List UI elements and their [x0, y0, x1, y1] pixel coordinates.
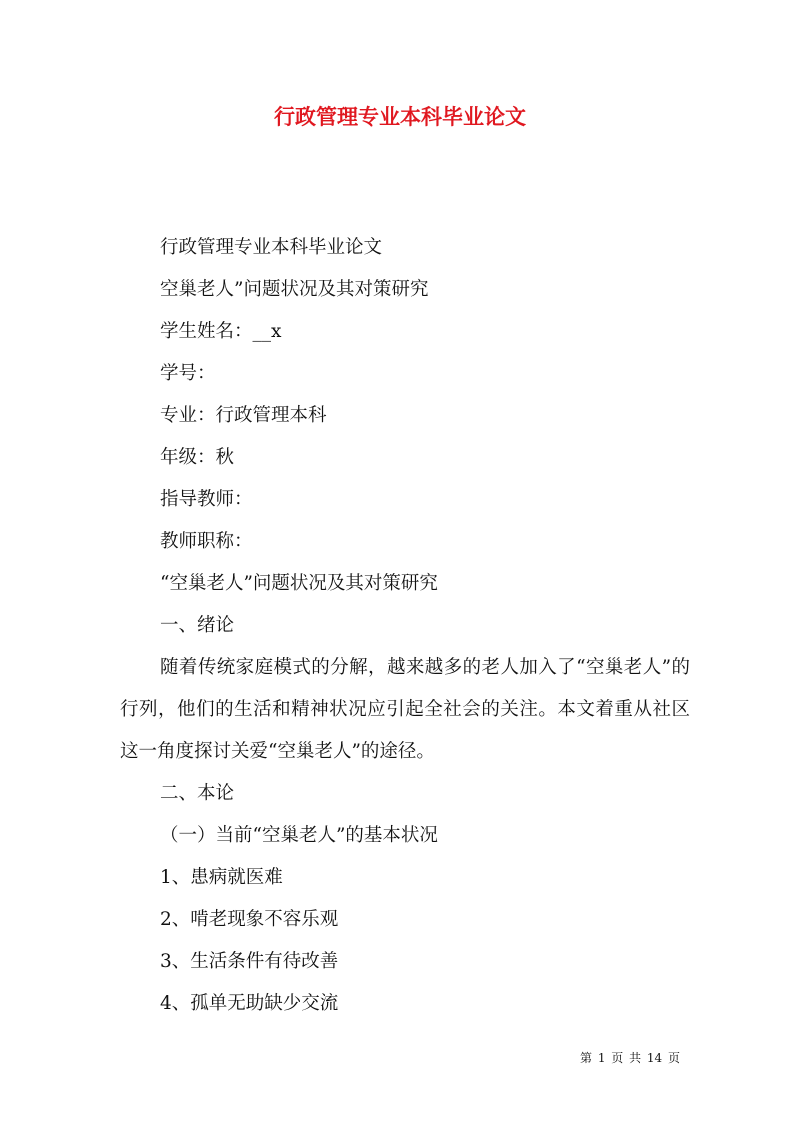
- body-line-major: 专业：行政管理本科: [160, 405, 327, 426]
- body-line-advisor: 指导教师：: [160, 489, 253, 510]
- body-line-paper-heading: “空巢老人”问题状况及其对策研究: [160, 573, 438, 594]
- body-line-topic: 空巢老人”问题状况及其对策研究: [160, 279, 429, 300]
- intro-paragraph: 随着传统家庭模式的分解，越来越多的老人加入了“空巢老人”的行列，他们的生活和精神状况应引起全社会的关注。本文着重从社区这一角度探讨关爱“空巢老人”的途径。: [120, 657, 690, 762]
- body-line-title: 行政管理专业本科毕业论文: [160, 237, 383, 258]
- section-heading-main: 二、本论: [160, 783, 235, 804]
- list-item: 4、孤单无助缺少交流: [160, 993, 339, 1014]
- document-title: 行政管理专业本科毕业论文: [274, 104, 526, 129]
- body-line-student-id: 学号：: [160, 363, 216, 384]
- subsection-heading-status: （一）当前“空巢老人”的基本状况: [160, 825, 438, 846]
- body-line-student-name: 学生姓名：__x: [160, 321, 282, 342]
- body-line-grade: 年级：秋: [160, 447, 235, 468]
- list-item: 1、患病就医难: [160, 867, 283, 888]
- list-item: 3、生活条件有待改善: [160, 951, 339, 972]
- section-heading-introduction: 一、绪论: [160, 615, 235, 636]
- document-body: [120, 227, 690, 1025]
- page-number-footer: 第 1 页 共 14 页: [580, 1051, 680, 1065]
- list-item: 2、啃老现象不容乐观: [160, 909, 339, 930]
- body-line-advisor-title: 教师职称：: [160, 531, 253, 552]
